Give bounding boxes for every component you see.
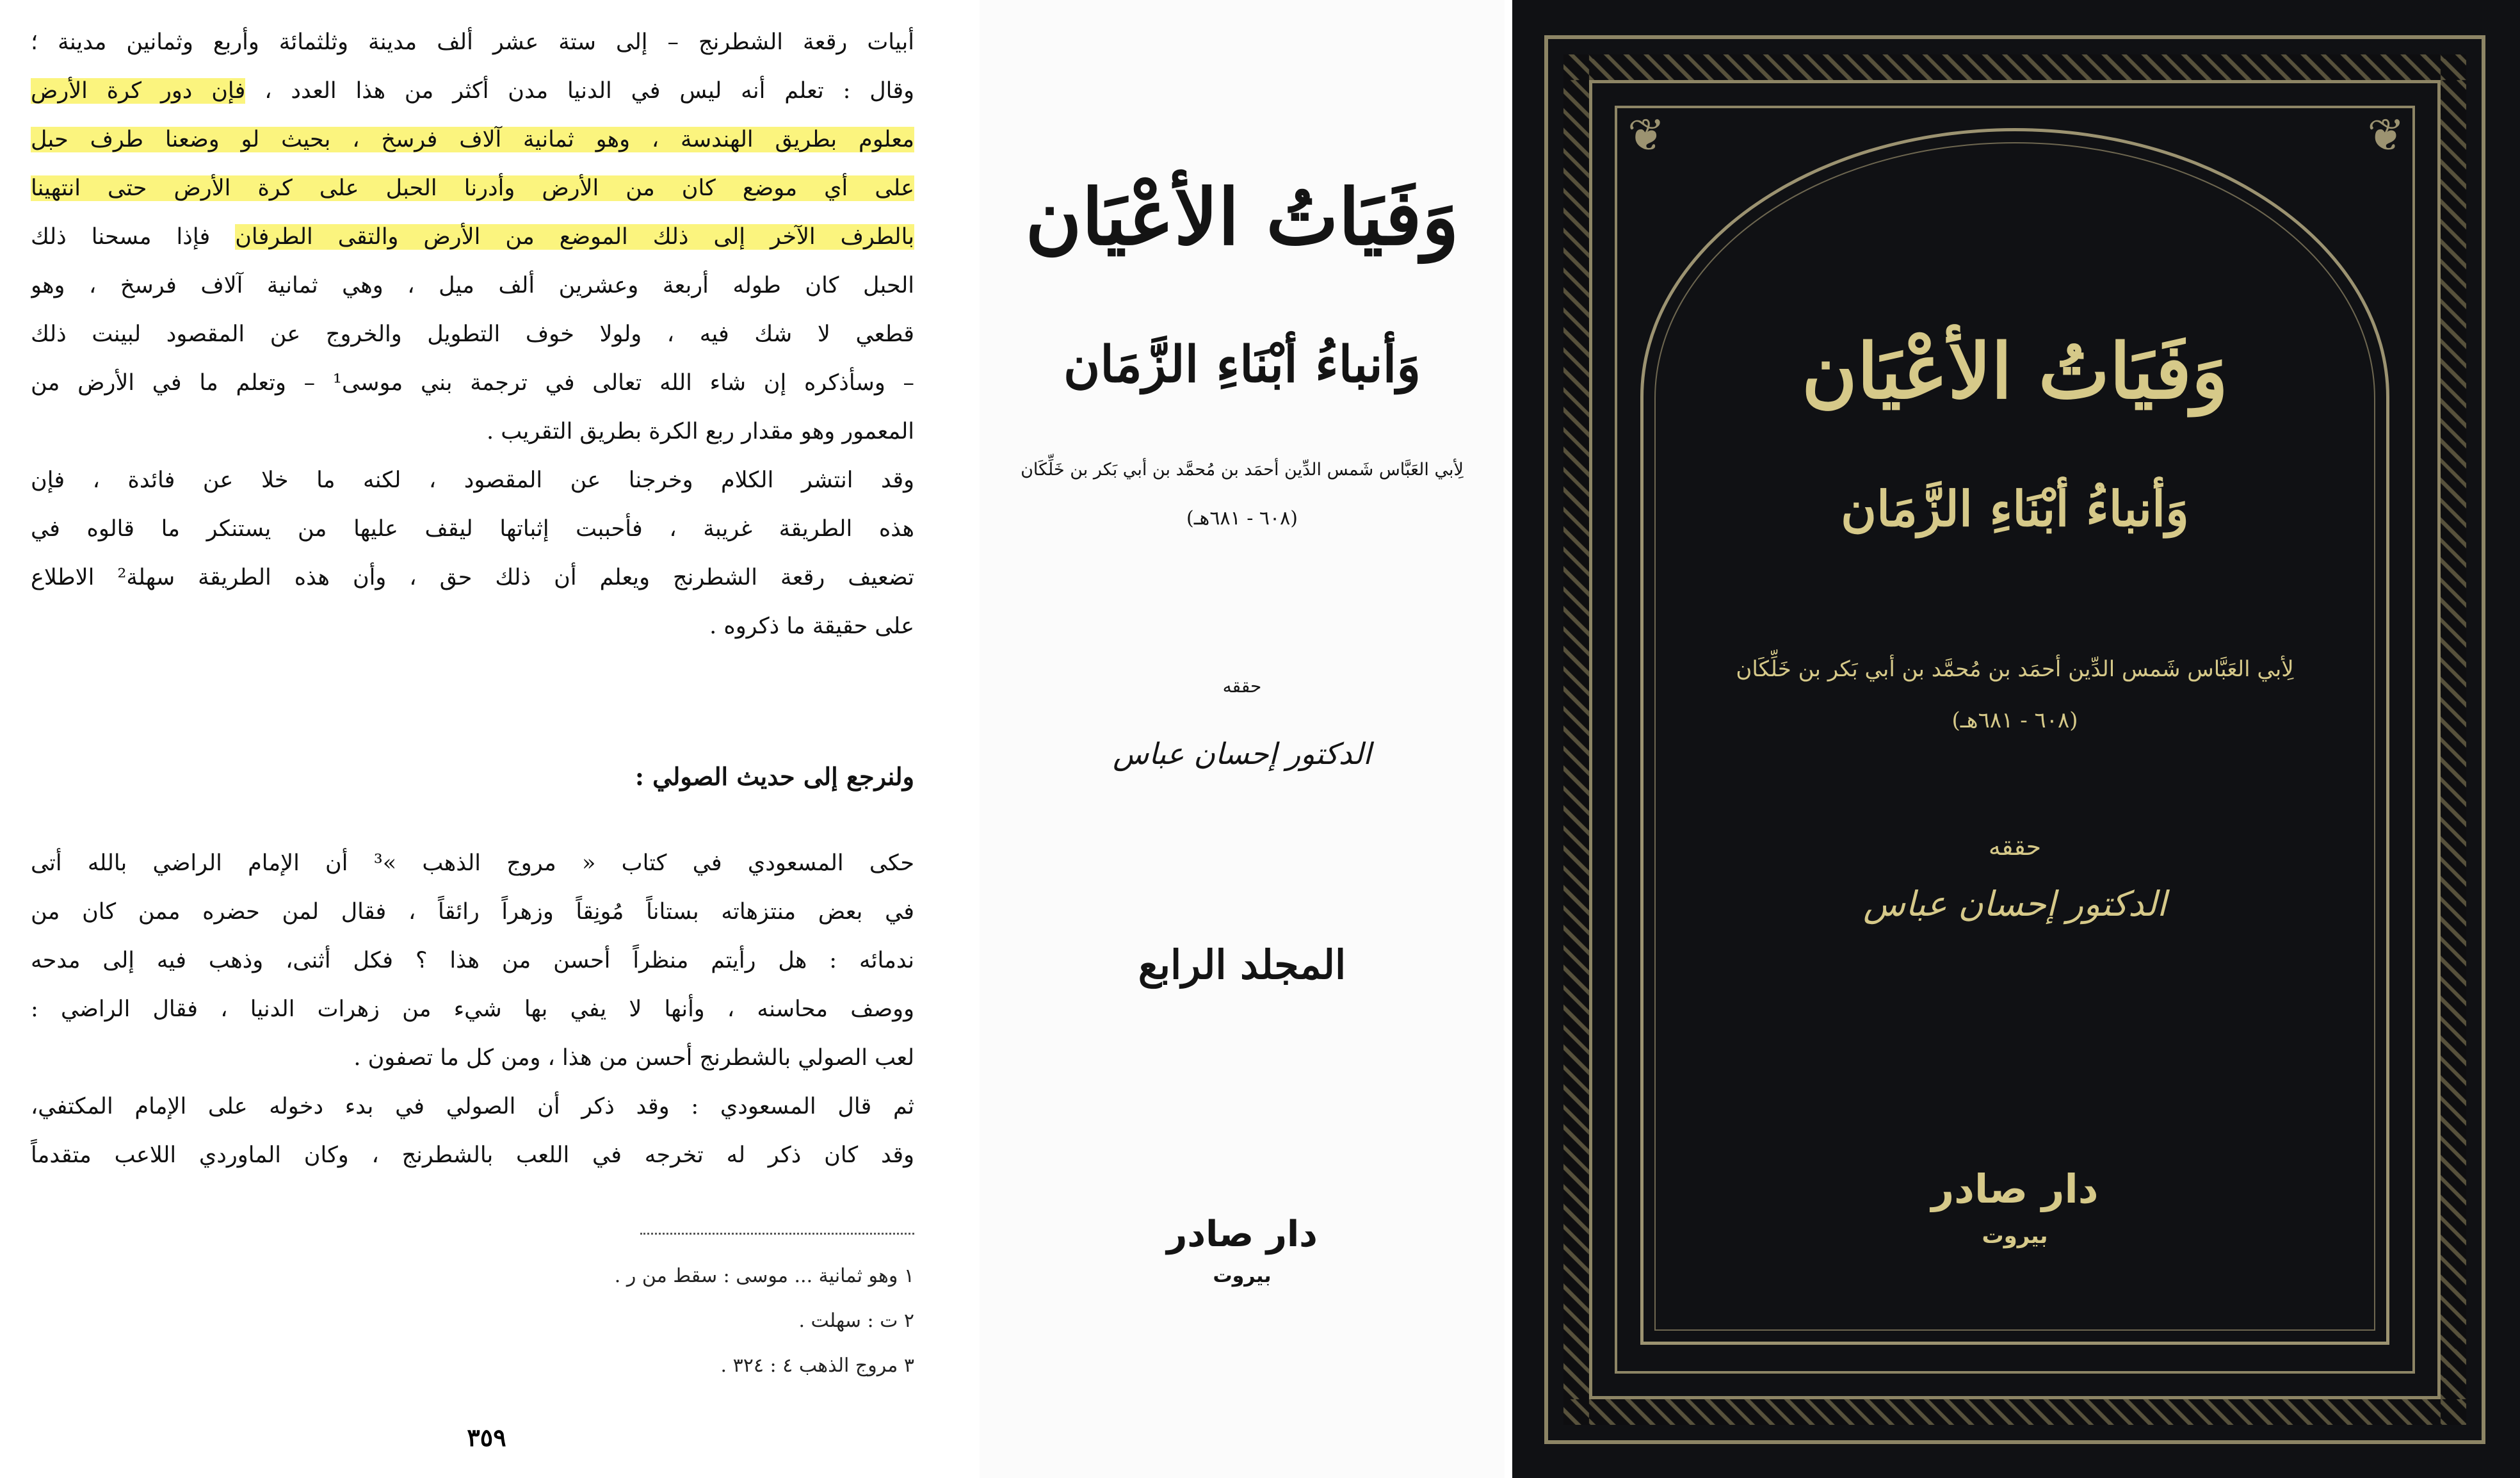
cover-title: وَفَيَاتُ الأعْيَان: [1802, 327, 2228, 416]
cover-city: بيروت: [1982, 1223, 2048, 1249]
text-line-15: في بعض منتزهاته بستاناً مُونِقاً وزهراً رائقاً ، فقال لمن حضره ممن كان من: [31, 899, 914, 925]
footnote-divider: [640, 1233, 914, 1235]
footnote-3: ٣ مروج الذهب ٤ : ٣٢٤ .: [720, 1354, 914, 1377]
text-line-9: المعمور وهو مقدار ربع الكرة بطريق التقريب .: [486, 419, 914, 444]
editor-label: حققه: [1222, 676, 1262, 697]
text-line-14: حكى المسعودي في كتاب « مروج الذهب »³ أن الإمام الراضي بالله أتى: [31, 850, 914, 876]
author-dates: (٦٠٨ - ٦٨١هـ): [1186, 507, 1298, 530]
text-line-6: الحبل كان طوله أربعة وعشرين ألف ميل ، وهي ثمانية آلاف فرسخ ، وهو: [31, 273, 914, 298]
text-line-8: – وسأذكره إن شاء الله تعالى في ترجمة بني موسى¹ – وتعلم ما في الأرض من: [31, 370, 914, 396]
cover-editor-name: الدكتور إحسان عباس: [1863, 884, 2167, 924]
book-cover: [1512, 0, 2520, 1478]
text-line-12: تضعيف رقعة الشطرنج ويعلم أن ذلك حق ، وأن هذه الطريقة سهلة² الاطلاع: [31, 565, 914, 590]
text-line-1: أبيات رقعة الشطرنج – إلى ستة عشر ألف مدينة وثلثمائة وأربع وثمانين مدينة ؛: [31, 29, 914, 55]
text-line-3: [31, 122, 914, 161]
text-line-5: بالطرف الآخر إلى ذلك الموضع من الأرض والتقى الطرفان فإذا مسحنا ذلك: [31, 224, 914, 250]
footnote-1: ١ وهو ثمانية ... موسى : سقط من ر .: [614, 1265, 914, 1287]
section-subheading: ولنرجع إلى حديث الصولي :: [634, 762, 914, 791]
cover-dates: (٦٠٨ - ٦٨١هـ): [1951, 708, 2078, 733]
page-number: ٣٥٩: [467, 1423, 506, 1452]
highlighted-text: على أي موضع كان من الأرض وأدرنا الحبل على كرة الأرض حتى انتهينا: [31, 175, 914, 201]
text-line-10: وقد انتشر الكلام وخرجنا عن المقصود ، لكنه ما خلا عن فائدة ، فإن: [31, 467, 914, 493]
text-line-16: ندمائه : هل رأيتم منظراً أحسن من هذا ؟ فكل أثنى، وذهب فيه إلى مدحه: [31, 948, 914, 973]
text-line-13: على حقيقة ما ذكروه .: [709, 613, 914, 639]
text-line-11: هذه الطريقة غريبة ، فأحببت إثباتها ليقف عليها من يستنكر ما قالوه في: [31, 516, 914, 542]
author-line: لِأبي العَبَّاس شَمس الدِّين أحمَد بن مُحمَّد بن أبي بَكر بن خَلِّكَان: [1021, 460, 1464, 480]
highlighted-text: فإن دور كرة الأرض: [31, 78, 246, 104]
text-line-4: [31, 170, 914, 210]
corner-ornament-icon: ❦: [1628, 109, 1665, 161]
text-line-20: وقد كان ذكر له تخرجه في اللعب بالشطرنج ، وكان الماوردي اللاعب متقدماً: [31, 1142, 914, 1168]
book-page: [0, 0, 980, 1478]
corner-ornament-icon: ❦: [2367, 109, 2405, 161]
cover-subtitle: وَأنباءُ أبْنَاءِ الزَّمَان: [1841, 480, 2189, 537]
text-line-2: وقال : تعلم أنه ليس في الدنيا مدن أكثر من هذا العدد ، فإن دور كرة الأرض: [31, 78, 914, 104]
text-line-19: ثم قال المسعودي : وقد ذكر أن الصولي في بدء دخوله على الإمام المكتفي،: [31, 1094, 914, 1119]
publisher-city: بيروت: [1213, 1265, 1272, 1287]
text-line-18: لعب الصولي بالشطرنج أحسن من هذا ، ومن كل ما تصفون .: [353, 1045, 914, 1071]
cover-publisher: دار صادر: [1931, 1165, 2099, 1212]
cover-editor-label: حققه: [1988, 832, 2042, 861]
book-title: وَفَيَاتُ الأعْيَان: [1025, 172, 1459, 263]
publisher-name: دار صادر: [1167, 1214, 1318, 1255]
book-subtitle: وَأنباءُ أبْنَاءِ الزَّمَان: [1063, 336, 1421, 394]
cover-author: لِأبي العَبَّاس شَمس الدِّين أحمَد بن مُحمَّد بن أبي بَكر بن خَلِّكَان: [1736, 656, 2294, 682]
title-page: [980, 0, 1505, 1478]
text-line-17: ووصف محاسنه ، وأنها لا يفي بها شيء من زهرات الدنيا ، فقال الراضي :: [31, 996, 914, 1022]
volume-label: المجلد الرابع: [1138, 941, 1346, 988]
highlighted-text: معلوم بطريق الهندسة ، وهو ثمانية آلاف فرسخ ، بحيث لو وضعنا طرف حبل: [31, 127, 914, 152]
editor-name: الدكتور إحسان عباس: [1113, 736, 1371, 771]
footnote-2: ٢ ت : سهلت .: [798, 1310, 914, 1332]
text-line-7: قطعي لا شك فيه ، ولولا خوف التطويل والخروج عن المقصود لبينت ذلك: [31, 321, 914, 347]
highlighted-text: بالطرف الآخر إلى ذلك الموضع من الأرض والتقى الطرفان: [235, 224, 914, 250]
